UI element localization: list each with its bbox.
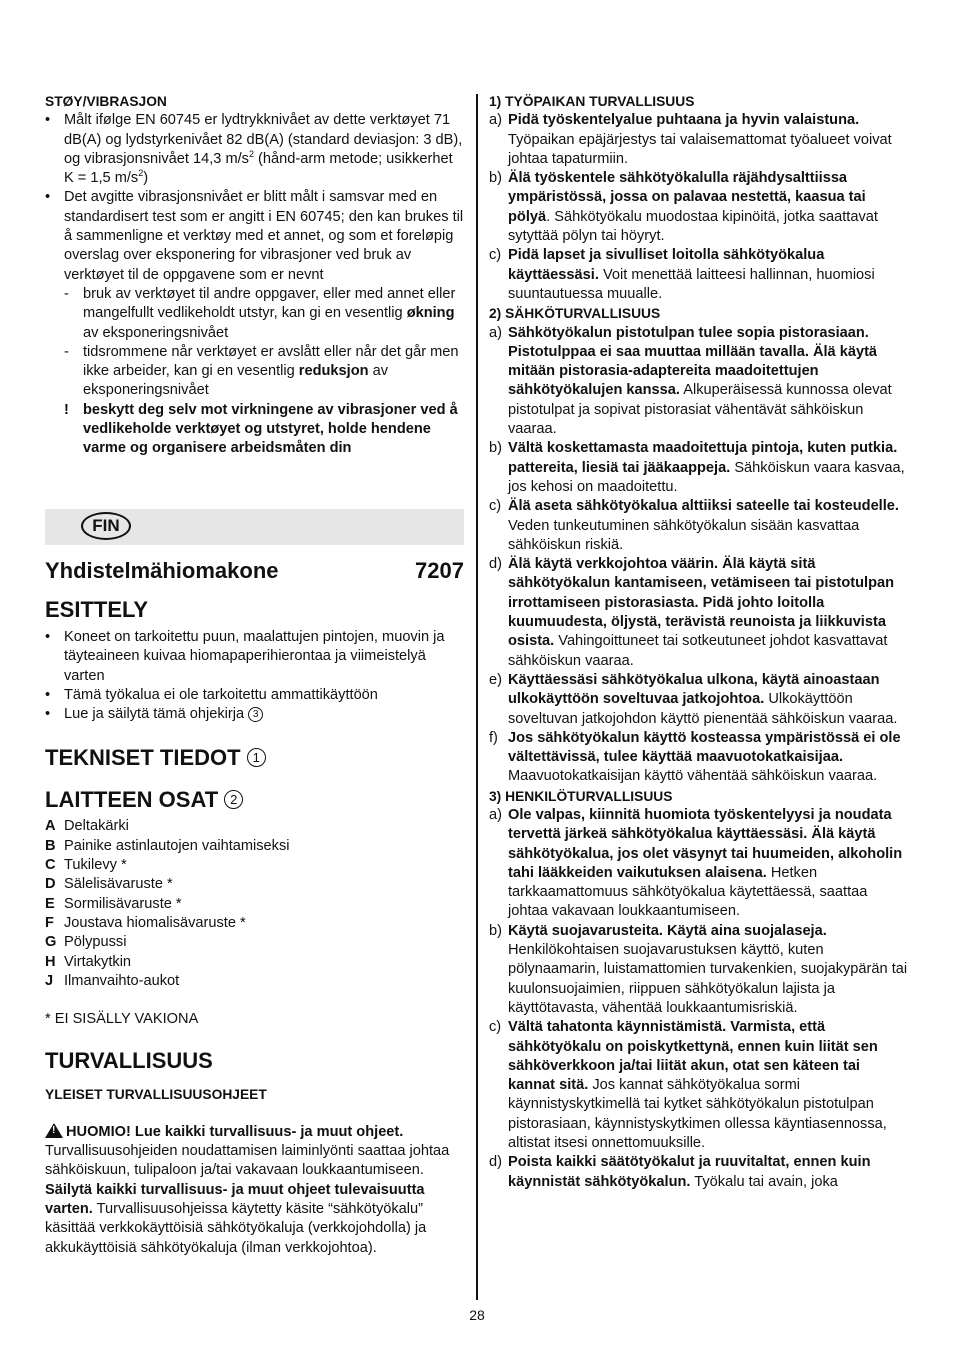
list-item: b) Älä työskentele sähkötyökalulla räjähdysalttiissa ympäristössä, jossa on palavaa nestettä, kaasua tai pölyä. Sähkötyökalu muodostaa kipinöitä, jotka saattavat sytyttää pölyn tai höyryt. xyxy=(489,170,878,245)
vibration-warning: ! beskytt deg selv mot virkningene av vibrasjoner ved å vedlikeholde verktøyet og utstyret, holde hendene varme og organisere arbeidsmåten din xyxy=(64,401,458,457)
list-item: G Pölypussi xyxy=(45,934,127,951)
list-item: B Painike astinlautojen vaihtamiseksi xyxy=(45,837,290,854)
list-item: C Tukilevy * xyxy=(45,857,127,874)
figure-ref: 2 xyxy=(224,790,243,809)
page-number: 28 xyxy=(469,1307,485,1323)
list-item: f) Jos sähkötyökalun käyttö kosteassa ympäristössä ei ole vältettävissä, tulee käyttää maavuotokatkaisijaa. Maavuotokatkaisijan käyttö vähentää sähköiskun vaaraa. xyxy=(489,729,901,785)
list-item: a) Pidä työskentelyalue puhtaana ja hyvin valaistuna. Työpaikan epäjärjestys tai valaisemattomat työalueet voivat johtaa tapaturmiin. xyxy=(489,112,892,167)
list-item: • Lue ja säilytä tämä ohjekirja 3 xyxy=(45,705,464,724)
column-divider xyxy=(476,94,478,1300)
list-item: b) Käytä suojavarusteita. Käytä aina suojalaseja. Henkilökohtaisen suojavarustuksen käyttö, kuten pölynaamarin, luistamattomien turvakenkien, suojakypärän tai kuulonsuojaimien, riippuen sähkötyökalun lajista ja käyttötavasta, vähentää loukkaantumisriskiä. xyxy=(489,922,908,1016)
intro-heading: ESITTELY xyxy=(45,597,149,622)
section-heading-workplace: 1) TYÖPAIKAN TURVALLISUUS xyxy=(489,94,695,109)
list-item: c) Pidä lapset ja sivulliset loitolla sähkötyökalua käyttäessäsi. Voit menettää laitteesi hallinnan, huomiosi suuntautuessa muualle. xyxy=(489,247,875,302)
list-item: F Joustava hiomalisävaruste * xyxy=(45,914,246,931)
list-item: H Virtakytkin xyxy=(45,953,132,970)
noise-heading: STØY/VIBRASJON xyxy=(45,94,167,109)
list-item: J Ilmanvaihto-aukot xyxy=(45,972,180,989)
finnish-section xyxy=(45,557,464,1258)
warning-paragraph: ! HUOMIO! Lue kaikki turvallisuus- ja muut ohjeet. Turvallisuusohjeiden noudattamisen laiminlyönti saattaa johtaa sähköiskuun, tulipaloon ja/tai vakavaan loukkaantumiseen. Säilytä kaikki turvallisuus- ja muut ohjeet tulevaisuutta varten. Turvallisuusohjeissa käytetty käsite “sähkötyökalu” käsittää verkkokäyttöisiä sähkötyökaluja (verkkojohdolla) ja akkukäyttöisiä sähkötyökaluja (ilman verkkojohtoa). xyxy=(45,1123,450,1256)
list-item: A Deltakärki xyxy=(45,818,129,835)
language-badge: FIN xyxy=(81,512,131,540)
language-bar xyxy=(45,509,464,545)
list-item: • Tämä työkalua ei ole tarkoitettu ammattikäyttöön xyxy=(45,686,378,703)
list-item: d) Poista kaikki säätötyökalut ja ruuvitaltat, ennen kuin käynnistät sähkötyökalun. Työkalu tai avain, joka xyxy=(489,1154,871,1190)
product-title: Yhdistelmähiomakone xyxy=(45,558,279,583)
list-item: E Sormilisävaruste * xyxy=(45,895,182,912)
right-column xyxy=(489,92,911,1192)
tech-heading: TEKNISET TIEDOT 1 xyxy=(45,744,464,772)
list-item: c) Vältä tahatonta käynnistämistä. Varmista, että sähkötyökalu on poiskytkettynä, ennen kuin liität sen sähköverkkoon ja/tai liität akun, otat sen käteen tai kannat sitä. Jos kannat sähkötyökalua sormi käynnistyskytkimellä tai kytket sähkötyökalun pistotulpan pistorasiaan, käynnistyskytkimen ollessa käyntiasennossa, altistat itsesi onnettomuuksille. xyxy=(489,1019,887,1152)
left-column xyxy=(45,92,465,459)
list-item: d) Älä käytä verkkojohtoa väärin. Älä käytä sitä sähkötyökalun kantamiseen, vetämiseen tai pistotulpan irrottamiseen pistorasiasta. Pidä johto loitolla kuumuudesta, öljystä, terävistä reunoista ja liikkuvista osista. Vahingoittuneet tai sotkeutuneet johdot kasvattavat sähköiskun vaaraa. xyxy=(489,556,895,669)
safety-heading: TURVALLISUUS xyxy=(45,1048,213,1074)
product-title-row xyxy=(45,557,464,585)
list-item: a) Sähkötyökalun pistotulpan tulee sopia pistorasiaan. Pistotulppaa ei saa muuttaa millään tavalla. Älä käytä mitään pistorasia-adaptereita maadoitettujen sähkötyökalujen kanssa. Alkuperäisessä kunnossa olevat pistotulpat ja sopivat pistorasiat vähentävät sähköiskun vaaraa. xyxy=(489,324,892,438)
list-item: b) Vältä koskettamasta maadoitettuja pintoja, kuten putkia. pattereita, liesiä tai jääkaappeja. Sähköiskun vaara kasvaa, jos kehosi on maadoitettu. xyxy=(489,440,905,495)
general-safety-heading: YLEISET TURVALLISUUSOHJEET xyxy=(45,1087,267,1103)
list-item: c) Älä aseta sähkötyökalua alttiiksi sateelle tai kosteudelle. Veden tunkeutuminen sähkötyökalun sisään kasvattaa sähköiskun riskiä. xyxy=(489,498,899,553)
product-code: 7207 xyxy=(415,558,464,583)
list-item: • Koneet on tarkoitettu puun, maalattujen pintojen, muovin ja täyteaineen kuivaa hiomapaperihierontaa ja viimeistelyä varten xyxy=(45,629,445,684)
list-item: e) Käyttäessäsi sähkötyökalua ulkona, käytä ainoastaan ulkokäyttöön soveltuvaa jatkojohtoa. Ulkokäyttöön soveltuvan jatkojohdon käyttö pienentää sähköiskun vaaraa. xyxy=(489,671,898,727)
list-item: • Målt ifølge EN 60745 er lydtrykknivået av dette verktøyet 71 dB(A) og lydstyrkenivået 82 dB(A) (standard deviasjon: 3 dB), og vibrasjonsnivået 14,3 $m/s^2$ (hånd-arm metode; usikkerhet K = 1,5 $m/s^2$) xyxy=(45,112,463,187)
figure-ref: 3 xyxy=(248,707,263,722)
figure-ref: 1 xyxy=(247,748,266,767)
list-item: - bruk av verktøyet til andre oppgaver, eller med annet eller mangelfullt vedlikeholdt utstyr, kan gi en vesentlig økning av eksponeringsnivået xyxy=(64,285,456,341)
parts-heading: LAITTEEN OSAT 2 xyxy=(45,786,464,814)
list-item: a) Ole valpas, kiinnitä huomiota työskentelyysi ja noudata tervettä järkeä sähkötyökalua käyttäessäsi. Älä käytä sähkötyökalua, jos olet väsynyt tai huumeiden, alkoholin tahi lääkkeiden vaikutuksen alaisena. Hetken tarkkaamattomuus sähkötyökalua käytettäessä, saattaa johtaa vakavaan loukkaantumiseen. xyxy=(489,806,903,920)
section-heading-personal: 3) HENKILÖTURVALLISUUS xyxy=(489,788,673,804)
parts-list xyxy=(45,817,464,991)
section-heading-electrical: 2) SÄHKÖTURVALLISUUS xyxy=(489,306,661,322)
list-item: D Sälelisävaruste * xyxy=(45,876,173,893)
list-item: - tidsrommene når verktøyet er avslått eller når det går men ikke arbeider, kan gi en vesentlig reduksjon av eksponeringsnivået xyxy=(64,343,459,399)
not-included-note: * EI SISÄLLY VAKIONA xyxy=(45,1011,199,1028)
warning-triangle-icon: ! xyxy=(45,1123,63,1138)
list-item: • Det avgitte vibrasjonsnivået er blitt målt i samsvar med en standardisert test som er angitt i EN 60745; den kan brukes til å sammenligne et verktøy med et annet, og som et foreløpig overslag over eksponering for vibrasjoner ved bruk av verktøyet til de oppgavene som er nevnt xyxy=(45,189,464,283)
